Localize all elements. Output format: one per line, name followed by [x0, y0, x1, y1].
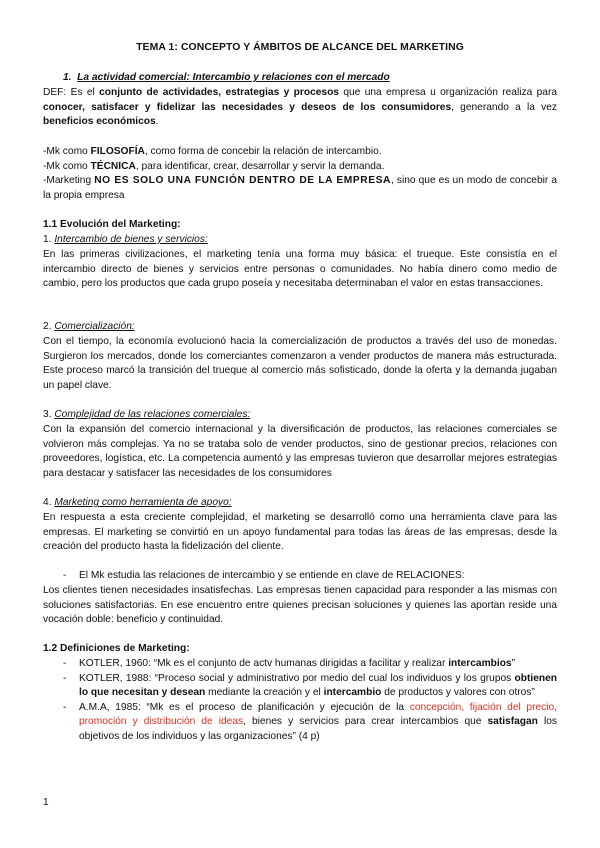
- def-bold-1: conjunto de actividades, estrategias y procesos: [99, 87, 339, 98]
- definition-kotler-1960: [63, 657, 557, 672]
- mk-line2-b: TÉCNICA: [90, 160, 136, 172]
- section-1-2-heading: 1.2 Definiciones de Marketing:: [43, 643, 190, 654]
- section-1-number: 1.: [63, 72, 72, 83]
- kotler1988-text-2: mediante la creación y el: [205, 687, 324, 699]
- def-text-3: , generando a la vez: [451, 101, 558, 113]
- evolution-step-1-text: En las primeras civilizaciones, el marketing tenía una forma muy básica: el trueque. Este consistía en el intercambio directo de bienes y servicios entre personas o comunidades. No había dinero como medio de cambio, pero los productos que cada grupo poseía y necesitaba determinaban el valor en estas transacciones.: [43, 249, 557, 290]
- def-text-1: DEF: Es el: [43, 87, 100, 98]
- document-title: TEMA 1: CONCEPTO Y ÁMBITOS DE ALCANCE DEL MARKETING: [136, 42, 464, 53]
- evolution-step-2-text: Con el tiempo, la economía evolucionó hacia la comercialización de productos a través del uso de monedas. Surgieron los mercados, donde los comerciantes comenzaron a vender productos de manera más estructurada. Este proceso marcó la transición del trueque al comercio más sofisticado, donde la oferta y la demanda jugaban un papel clave.: [43, 336, 557, 391]
- step-2-number: 2.: [43, 321, 55, 332]
- dash-marker: -: [63, 701, 67, 713]
- kotler1988-bold-1: obtienen lo que necesitan y desean: [79, 672, 557, 699]
- def-text-2: que una empresa u organización realiza para: [338, 87, 558, 98]
- evolution-step-1-heading: [43, 233, 557, 248]
- ama-text-3: los objetivos de los individuos y las organizaciones” (4 p): [79, 716, 557, 742]
- step-3-number: 3.: [43, 409, 55, 420]
- mk-line1-b: FILOSOFÍA: [90, 146, 145, 157]
- kotler1988-bold-2: intercambio: [323, 687, 382, 699]
- kotler1988-text-3: de productos y valores con otros”: [381, 687, 535, 699]
- ama-text-2: , bienes y servicios para crear intercambios que: [243, 716, 488, 728]
- definition-ama-1985: [63, 701, 557, 745]
- section-1-1-heading: 1.1 Evolución del Marketing:: [43, 219, 181, 230]
- mk-line1-c: , como forma de concebir la relación de intercambio.: [144, 146, 382, 157]
- def-bold-3: beneficios económicos: [43, 116, 156, 128]
- dash-marker: -: [63, 658, 67, 669]
- step-2-title: Comercialización:: [54, 321, 135, 332]
- page-number: 1: [43, 797, 49, 808]
- mk-line1-a: -Mk como: [43, 146, 91, 157]
- step-1-title: Intercambio de bienes y servicios:: [54, 234, 208, 245]
- relaciones-bullet-text: El Mk estudia las relaciones de intercambio y se entiende en clave de RELACIONES:: [79, 570, 465, 581]
- mk-tecnica-line: [43, 160, 557, 175]
- kotler1960-bold: intercambios: [448, 658, 512, 669]
- relaciones-paragraph: Los clientes tienen necesidades insatisfechas. Las empresas tienen capacidad para responder a las mismas con soluciones satisfactorias. En ese encuentro entre quienes precisan soluciones y quienes las aportan reside una vocación doble: beneficio y continuidad.: [43, 585, 557, 626]
- mk-line2-c: , para identificar, crear, desarrollar y servir la demanda.: [135, 160, 385, 172]
- step-3-title: Complejidad de las relaciones comerciales:: [54, 409, 251, 420]
- ama-bold: satisfagan: [487, 716, 538, 728]
- relaciones-bullet-item: [63, 569, 557, 584]
- kotler1960-close: ”: [511, 658, 516, 669]
- evolution-step-3-text: Con la expansión del comercio internacional y la diversificación de productos, las relaciones comerciales se volvieron más complejas. Ya no se trataba solo de vender productos, sino de gestionar precios, relaciones con proveedores, logística, etc. La competencia aumentó y las empresas tuvieron que desarrollar mejores estrategias para destacar y satisfacer las necesidades de los consumidores: [43, 424, 557, 479]
- ama-highlight: concepción, fijación del precio, promoción y distribución de ideas: [79, 701, 557, 728]
- evolution-step-3-heading: [43, 408, 557, 423]
- step-4-title: Marketing como herramienta de apoyo:: [54, 497, 232, 508]
- dash-marker: -: [63, 672, 67, 684]
- evolution-step-2-heading: [43, 320, 557, 335]
- evolution-step-4-text: En respuesta a esta creciente complejidad, el marketing se desarrolló como una herramienta clave para las empresas. El marketing se convirtió en un apoyo fundamental para todas las áreas de las empresas, desde la creación del producto hasta la fidelización del cliente.: [43, 512, 557, 553]
- mk-line3-a: -Marketing: [43, 175, 95, 187]
- def-bold-2: conocer, satisfacer y fidelizar las necesidades y deseos de los consumidores: [43, 101, 452, 113]
- mk-empresa-line: [43, 174, 557, 203]
- kotler1988-text-1: KOTLER, 1988: “Proceso social y administrativo por medio del cual los individuos y los grupos: [79, 672, 515, 684]
- kotler1960-text: KOTLER, 1960: “Mk es el conjunto de actv humanas dirigidas a facilitar y realizar: [79, 658, 449, 669]
- ama-text-1: A.M.A, 1985: “Mk es el proceso de planificación y ejecución de la: [79, 701, 410, 713]
- dash-marker: -: [63, 570, 67, 581]
- step-4-number: 4.: [43, 497, 55, 508]
- definitions-list: [63, 657, 557, 745]
- relaciones-bullet: [63, 569, 557, 584]
- mk-line3-b: NO ES SOLO UNA FUNCIÓN DENTRO DE LA EMPRESA: [94, 175, 391, 187]
- step-1-number: 1.: [43, 234, 55, 245]
- definition-kotler-1988: [63, 672, 557, 701]
- evolution-step-4-heading: [43, 496, 557, 511]
- mk-line3-c: , sino que es un modo de concebir a la propia empresa: [43, 175, 558, 201]
- section-1-title: La actividad comercial: Intercambio y relaciones con el mercado: [77, 72, 390, 83]
- definition-paragraph: [43, 86, 557, 130]
- def-text-4: .: [155, 116, 159, 128]
- mk-line2-a: -Mk como: [43, 160, 91, 172]
- mk-concepts: [43, 145, 557, 203]
- section-1-heading: [63, 72, 390, 83]
- mk-filosofia-line: [43, 145, 557, 160]
